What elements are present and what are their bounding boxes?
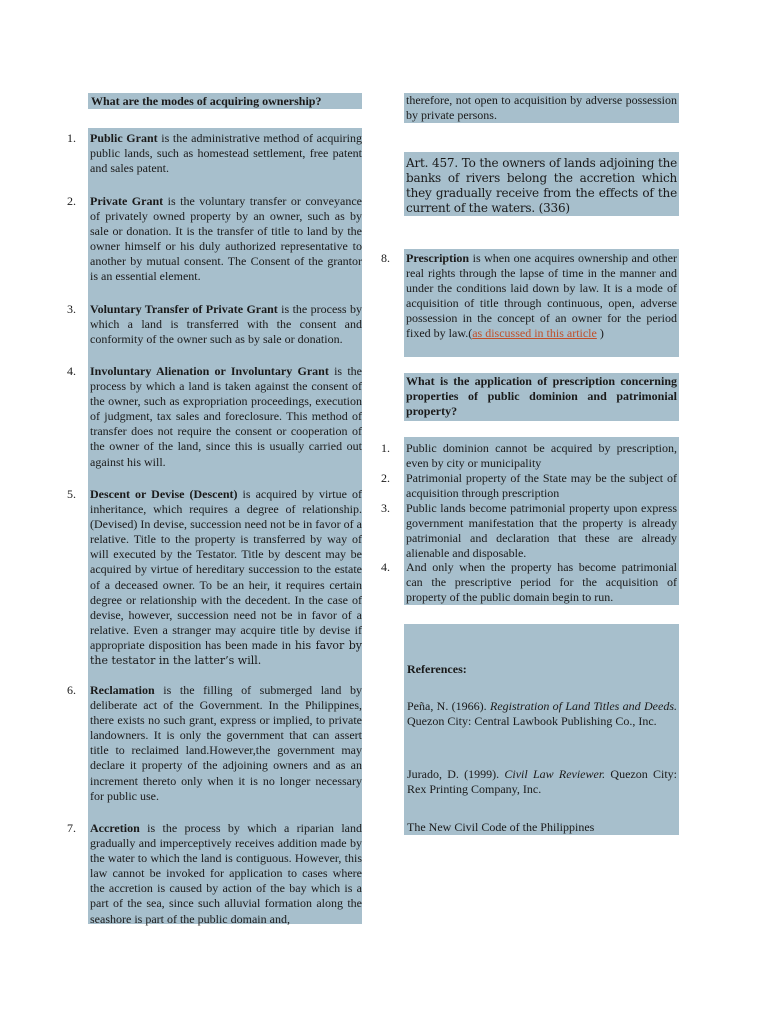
- list-item-involuntary-alienation: [67, 364, 362, 474]
- ref-author: Peña, N. (1966).: [407, 699, 490, 713]
- list-number: 2.: [381, 471, 390, 485]
- list-item-text: [90, 821, 362, 927]
- list-number: 3.: [67, 302, 76, 316]
- list-item-text: [90, 131, 362, 176]
- list-item-text: Patrimonial property of the State may be the subject of acquisition through prescription: [406, 471, 677, 500]
- term: Reclamation: [90, 683, 155, 697]
- term: Private Grant: [90, 194, 164, 208]
- list-item-prescription: [381, 251, 679, 357]
- list-number: 6.: [67, 683, 76, 697]
- ref-publisher: Quezon City: Central Lawbook Publishing Co., Inc.: [407, 714, 657, 728]
- term: Accretion: [90, 821, 140, 835]
- list-number: 5.: [67, 487, 76, 501]
- list-item-text: Public dominion cannot be acquired by prescription, even by city or municipality: [406, 441, 677, 470]
- definition: is the process by which a riparian land gradually and imperceptively receives addition made by the water to which the land is contiguous. However, this law cannot be invoked for application to cases where the accretion is caused by action of the bay which is a part of the sea, since such alluvial formation along the seashore is part of the public domain and,: [90, 821, 362, 926]
- definition: is when one acquires ownership and other real rights through the lapse of time in the manner and under the conditions laid down by law. It is a mode of acquisition of title through continuous, open, adverse possession in the concept of an owner for the period fixed by law.(: [406, 251, 677, 340]
- list-number: 4.: [381, 560, 390, 574]
- definition: is the process by which a land is transferred with the consent and conformity of the owner such as by sale or donation.: [90, 302, 362, 347]
- term: Involuntary Alienation or Involuntary Grant: [90, 364, 329, 378]
- ref-author: Jurado, D. (1999).: [407, 767, 505, 781]
- reference-jurado: [407, 767, 677, 797]
- reference-pena: [407, 699, 677, 729]
- list-item-text: And only when the property has become patrimonial can the prescriptive period for the acquisition of property of the public domain begin to run.: [406, 560, 677, 604]
- definition: is acquired by virtue of inheritance, which requires a degree of relationship. (Devised) In devise, succession need not be in favor of a relative. Title to the property is transferred by way of will executed by the Testator. Title by descent may be acquired by virtue of hereditary succession to the estate of a deceased owner. To be an heir, it requires certain degree or relationship with the decedent. In the case of devise, however, succession need not be in favor of a relative. Even a stranger may acquire title by devise if appropriate disposition has been made in: [90, 487, 362, 652]
- closing-paren: ): [596, 326, 604, 340]
- list-item-public-grant: [67, 131, 362, 181]
- term: Descent or Devise (Descent): [90, 487, 238, 501]
- list-item-text: [90, 487, 362, 668]
- list-item-prescriptive-period: [381, 560, 679, 605]
- list-item-descent-devise: [67, 487, 362, 667]
- article-457-quote: Art. 457. To the owners of lands adjoining the banks of rivers belong the accretion which they gradually receive from the effects of the current of the waters. (336): [404, 152, 679, 216]
- section-heading: What are the modes of acquiring ownership?: [88, 93, 362, 109]
- prescription-question-heading: What is the application of prescription concerning properties of public dominion and patrimonial property?: [404, 373, 679, 421]
- list-item-text: [90, 302, 362, 347]
- list-number: 8.: [381, 251, 390, 265]
- list-number: 1.: [381, 441, 390, 455]
- list-item-public-dominion: [381, 441, 679, 471]
- list-item-reclamation: [67, 683, 362, 808]
- list-number: 4.: [67, 364, 76, 378]
- term: Prescription: [406, 251, 470, 265]
- definition-tail: his favor by the testator in the latter’s will.: [90, 638, 362, 668]
- list-number: 7.: [67, 821, 76, 835]
- references-box: [404, 624, 679, 835]
- reference-civil-code: The New Civil Code of the Philippines: [407, 820, 595, 834]
- list-number: 1.: [67, 131, 76, 145]
- term: Public Grant: [90, 131, 158, 145]
- list-item-voluntary-transfer: [67, 302, 362, 350]
- definition: is the process by which a land is taken against the consent of the owner, such as expropriation proceedings, execution of judgment, tax sales and foreclosure. This method of transfer does not require the consent or cooperation of the owner of the land, since this is usually carried out against his will.: [90, 364, 362, 469]
- list-item-private-grant: [67, 194, 362, 289]
- list-number: 3.: [381, 501, 390, 515]
- ref-publisher: Quezon City: Rex Printing Company, Inc.: [407, 767, 677, 796]
- article-link[interactable]: as discussed in this article: [472, 326, 597, 340]
- list-item-patrimonial-state: [381, 471, 679, 501]
- list-number: 2.: [67, 194, 76, 208]
- term: Voluntary Transfer of Private Grant: [90, 302, 278, 316]
- list-item-text: [90, 364, 362, 470]
- list-item-text: [406, 251, 679, 341]
- references-heading: References:: [407, 662, 467, 676]
- list-item-public-lands: [381, 501, 679, 561]
- definition: is the filling of submerged land by deliberate act of the Government. In the Philippines, there exists no such grant, express or implied, to private landowners. It is only the government that can assert title to reclaimed land.However,the government may declare it property of the adjoining owners and as an increment thereto only when it is no longer necessary for public use.: [90, 683, 362, 803]
- ref-title: Civil Law Reviewer.: [504, 767, 606, 781]
- list-item-text: [90, 683, 362, 804]
- continuation-text: therefore, not open to acquisition by adverse possession by private persons.: [406, 93, 677, 122]
- list-item-accretion: [67, 821, 362, 926]
- definition: is the voluntary transfer or conveyance of privately owned property by an owner, such as by sale or donation. It is the transfer of title to land by the owner himself or his duly authorized representative to another by mutual consent. The Consent of the grantor is an essential element.: [90, 194, 362, 284]
- ref-title: Registration of Land Titles and Deeds.: [490, 699, 678, 713]
- definition: is the administrative method of acquiring public lands, such as homestead settlement, free patent and sales patent.: [90, 131, 362, 176]
- list-item-text: [90, 194, 362, 285]
- list-item-text: Public lands become patrimonial property upon express government manifestation that the property is already patrimonial and declaration that these are already alienable and disposable.: [406, 501, 677, 560]
